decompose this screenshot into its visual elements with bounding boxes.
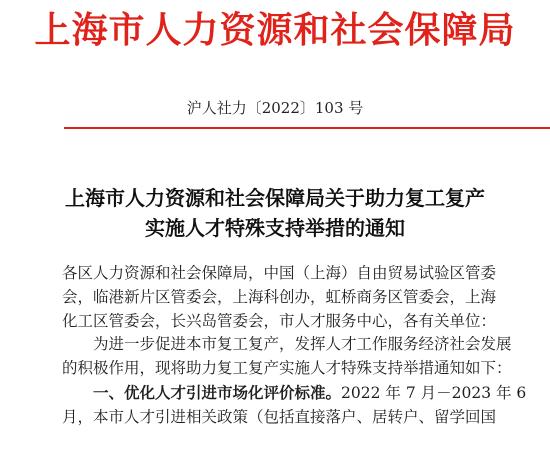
agency-header-title: 上海市人力资源和社会保障局 bbox=[34, 9, 516, 51]
recipients-line-3: 化工区管委会，长兴岛管委会，市人才服务中心，各有关单位： bbox=[62, 311, 497, 330]
intro-line-2: 的积极作用，现将助力复工复产实施人才特殊支持举措通知如下： bbox=[62, 359, 512, 378]
document-title-line-2: 实施人才特殊支持举措的通知 bbox=[145, 216, 405, 240]
document-body bbox=[62, 262, 530, 430]
document-number: 沪人社力〔2022〕103 号 bbox=[186, 99, 364, 117]
section-1-heading: 一、优化人才引进市场化评价标准。 bbox=[93, 382, 342, 402]
document-title-line-1: 上海市人力资源和社会保障局关于助力复工复产 bbox=[65, 186, 485, 210]
recipients-line-1: 各区人力资源和社会保障局，中国（上海）自由贸易试验区管委 bbox=[62, 264, 497, 282]
section-1-line-1 bbox=[62, 381, 530, 406]
document-title bbox=[0, 183, 550, 243]
section-1-line-2: 月，本市人才引进相关政策（包括直接落户、居转户、留学回国 bbox=[62, 407, 497, 426]
red-divider-line bbox=[64, 127, 550, 129]
intro-line-1: 为进一步促进本市复工复产，发挥人才工作服务经济社会发展 bbox=[93, 335, 512, 354]
recipients-line-2: 会，临港新片区管委会，上海科创办，虹桥商务区管委会，上海 bbox=[62, 287, 497, 306]
section-1-date-range: 2022 年 7 月－2023 年 6 bbox=[341, 383, 527, 402]
